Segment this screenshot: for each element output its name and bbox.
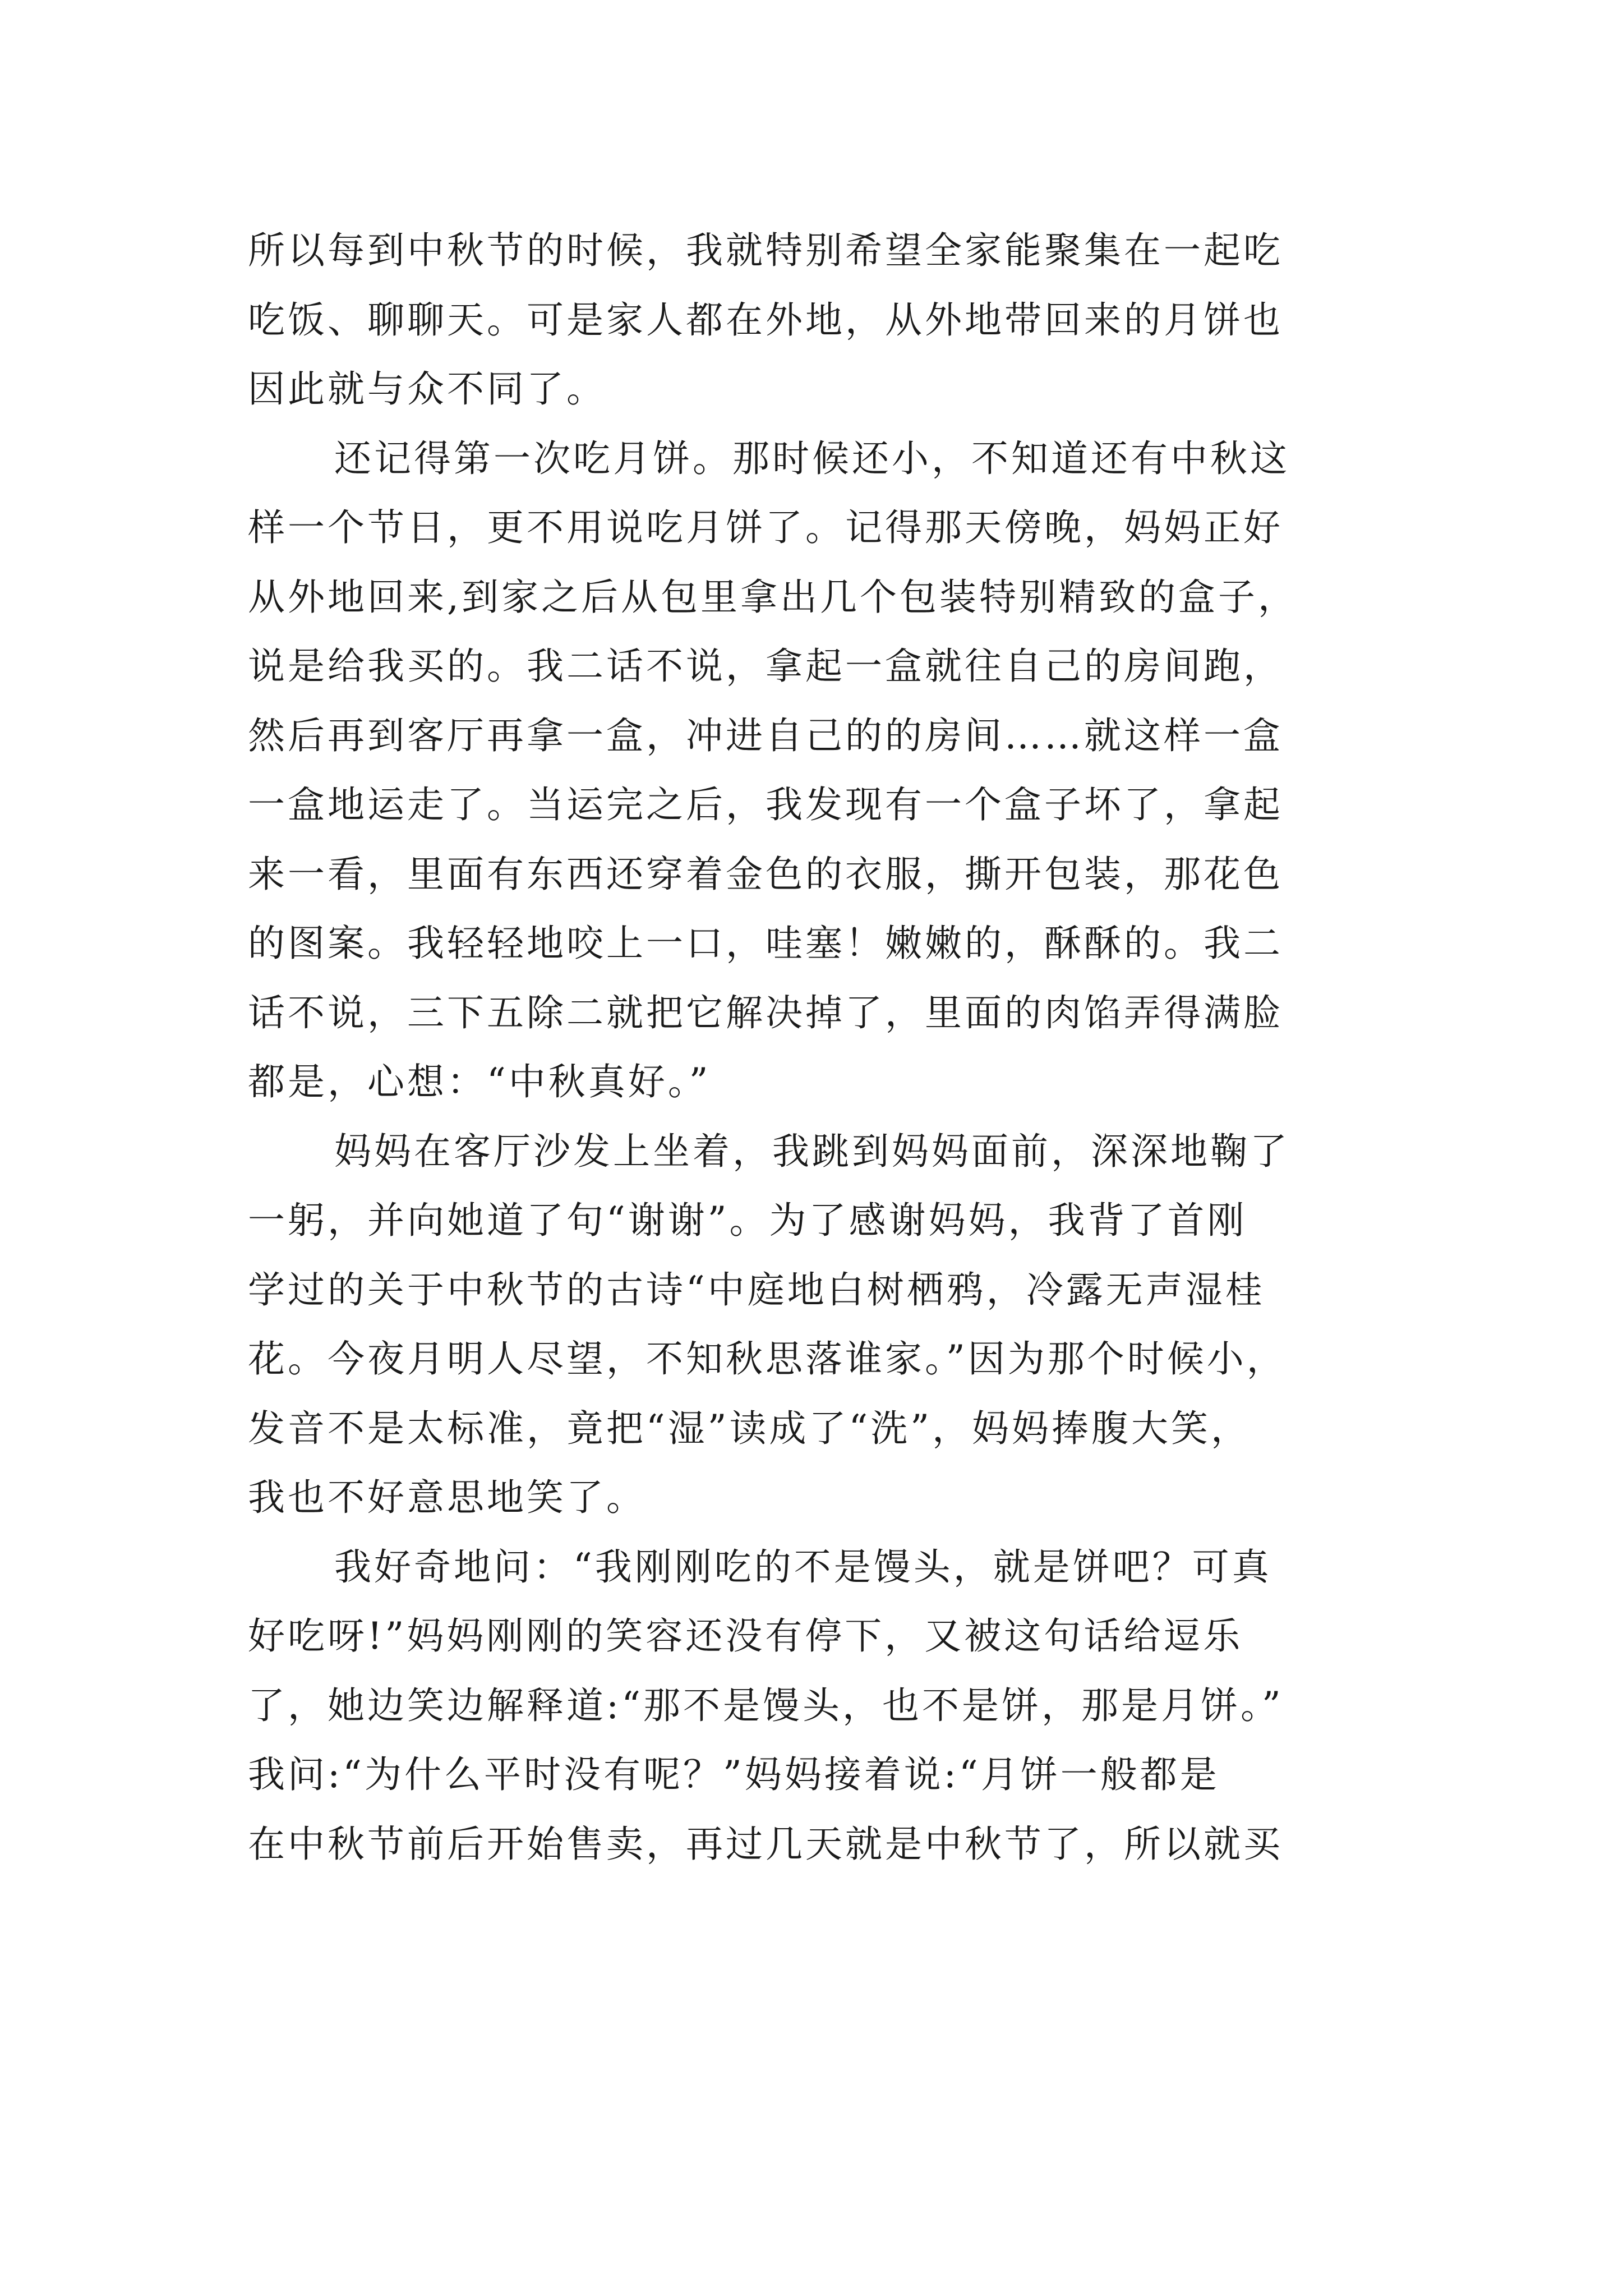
text-line-11: 的图案。我轻轻地咬上一口，哇塞！嫩嫩的，酥酥的。我二 [248, 922, 1283, 965]
text-line-14: 妈妈在客厅沙发上坐着，我跳到妈妈面前，深深地鞠了 [334, 1129, 1290, 1173]
text-line-1: 所以每到中秋节的时候，我就特别希望全家能聚集在一起吃 [248, 229, 1283, 272]
text-line-10: 来一看，里面有东西还穿着金色的衣服，撕开包装，那花色 [248, 852, 1283, 896]
text-line-4: 还记得第一次吃月饼。那时候还小，不知道还有中秋这 [334, 436, 1290, 480]
text-line-8: 然后再到客厅再拿一盒，冲进自己的的房间……就这样一盒 [248, 714, 1283, 757]
text-line-22: 了，她边笑边解释道:“那不是馒头，也不是饼，那是月饼。” [248, 1683, 1284, 1727]
text-line-19: 我也不好意思地笑了。 [248, 1476, 646, 1519]
essay-body [248, 216, 1414, 1879]
text-line-9: 一盒地运走了。当运完之后，我发现有一个盒子坏了，拿起 [248, 783, 1283, 826]
text-line-16: 学过的关于中秋节的古诗“中庭地白树栖鸦，冷露无声湿桂 [248, 1268, 1265, 1312]
text-line-18: 发音不是太标准，竟把“湿”读成了“洗”，妈妈捧腹大笑， [248, 1406, 1251, 1450]
text-line-3: 因此就与众不同了。 [248, 367, 606, 411]
text-line-23: 我问:“为什么平时没有呢？”妈妈接着说:“月饼一般都是 [248, 1753, 1220, 1796]
text-line-15: 一躬，并向她道了句“谢谢”。为了感谢妈妈，我背了首刚 [248, 1199, 1247, 1242]
text-line-2: 吃饭、聊聊天。可是家人都在外地，从外地带回来的月饼也 [248, 298, 1283, 342]
text-line-13: 都是，心想：“中秋真好。” [248, 1060, 711, 1103]
text-line-6: 从外地回来,到家之后从包里拿出几个包装特别精致的盒子， [248, 575, 1298, 619]
text-line-24: 在中秋节前后开始售卖，再过几天就是中秋节了，所以就买 [248, 1822, 1283, 1866]
text-line-12: 话不说，三下五除二就把它解决掉了，里面的肉馅弄得满脸 [248, 991, 1283, 1034]
text-line-20: 我好奇地问：“我刚刚吃的不是馒头，就是饼吧？可真 [334, 1545, 1272, 1589]
text-line-5: 样一个节日，更不用说吃月饼了。记得那天傍晚，妈妈正好 [248, 506, 1283, 549]
text-line-17: 花。今夜月明人尽望，不知秋思落谁家。”因为那个时候小， [248, 1337, 1287, 1381]
text-line-21: 好吃呀!”妈妈刚刚的笑容还没有停下，又被这句话给逗乐 [248, 1614, 1243, 1658]
text-line-7: 说是给我买的。我二话不说，拿起一盒就往自己的房间跑， [248, 645, 1283, 688]
